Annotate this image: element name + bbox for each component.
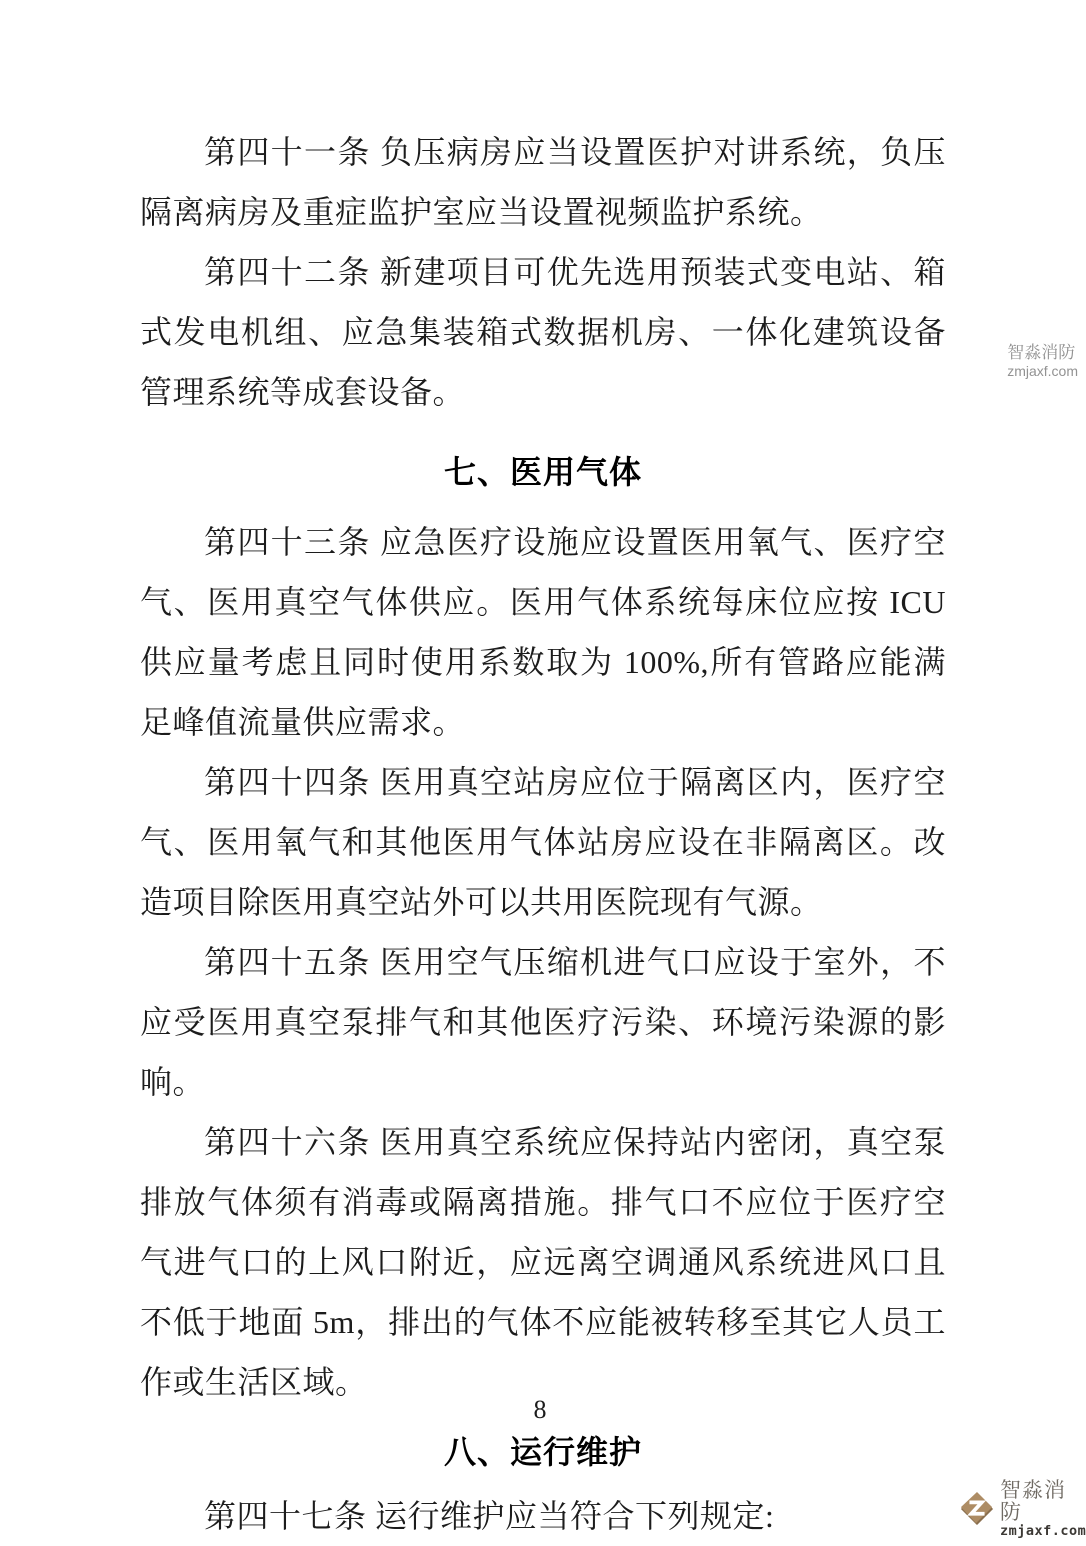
document-body xyxy=(140,122,946,1546)
zmjaxf-logo xyxy=(960,1480,1086,1538)
zmjaxf-logo-brand: 智淼消防 xyxy=(1000,1479,1066,1525)
article-44-paragraph: 第四十四条 医用真空站房应位于隔离区内，医疗空气、医用氧气和其他医用气体站房应设在非隔离区。改造项目除医用真空站外可以共用医院现有气源。 xyxy=(140,764,946,920)
page-number: 8 xyxy=(533,1395,547,1424)
section-8-heading: 八、运行维护 xyxy=(443,1434,642,1470)
article-46-paragraph: 第四十六条 医用真空系统应保持站内密闭，真空泵排放气体须有消毒或隔离措施。排气口不应位于医疗空气进气口的上风口附近，应远离空调通风系统进风口且不低于地面 5m，排出的气体不应能被转移至其它人员工作或生活区域。 xyxy=(140,1124,946,1400)
side-watermark-brand: 智淼消防 xyxy=(1007,343,1076,362)
side-watermark xyxy=(1007,342,1078,381)
article-43-paragraph: 第四十三条 应急医疗设施应设置医用氧气、医疗空气、医用真空气体供应。医用气体系统每床位应按 ICU 供应量考虑且同时使用系数取为 100%,所有管路应能满足峰值流量供应需求。 xyxy=(140,524,946,740)
article-45-paragraph: 第四十五条 医用空气压缩机进气口应设于室外，不应受医用真空泵排气和其他医疗污染、环境污染源的影响。 xyxy=(140,944,946,1100)
article-41-paragraph: 第四十一条 负压病房应当设置医护对讲系统，负压隔离病房及重症监护室应当设置视频监护系统。 xyxy=(140,134,946,230)
zmjaxf-logo-icon xyxy=(960,1491,994,1527)
article-42-paragraph: 第四十二条 新建项目可优先选用预装式变电站、箱式发电机组、应急集装箱式数据机房、一体化建筑设备管理系统等成套设备。 xyxy=(140,254,946,410)
article-47-paragraph: 第四十七条 运行维护应当符合下列规定: xyxy=(204,1498,775,1534)
section-7-heading: 七、医用气体 xyxy=(443,454,642,490)
zmjaxf-logo-text xyxy=(1000,1480,1086,1538)
side-watermark-domain: zmjaxf.com xyxy=(1007,363,1078,380)
zmjaxf-logo-domain: zmjaxf.com xyxy=(1000,1523,1086,1540)
